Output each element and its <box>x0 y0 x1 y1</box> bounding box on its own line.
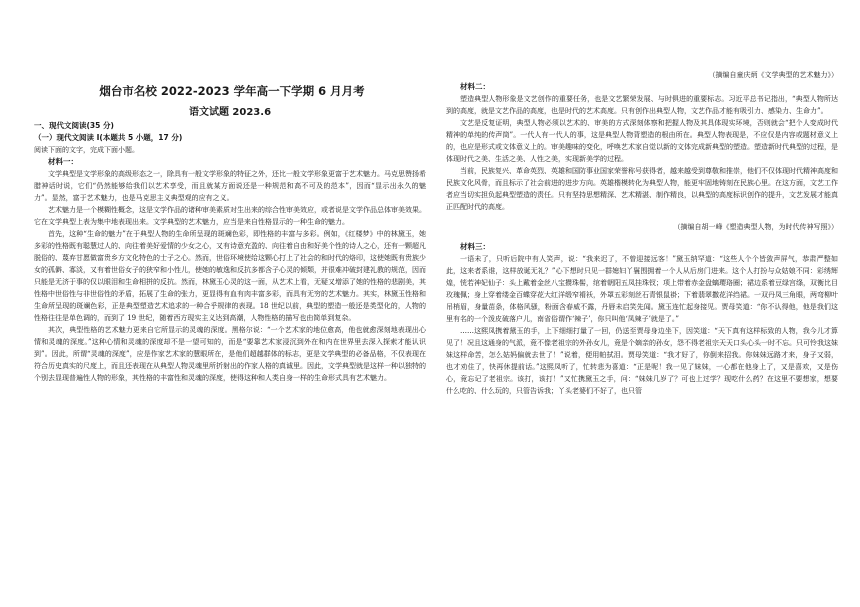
paragraph: 当前，民族复兴、革命英烈、英雄和国防事业国家荣誉称号获得者，越来越受到尊敬和推崇，他们不仅体现时代精神高度和民族文化风骨，而且标示了社会前进的进步方向。英雄楷模转化为典型人物，能更牢固地铸刻在民族心里。在这方面，文艺工作者应当切实担负起典型塑造的责任。只有坚持思想精深、艺术精湛、制作精良，以典型的高度标识创作的提升，文艺发展才能真正匹配时代的高度。 <box>446 167 838 211</box>
material-label: 材料二： <box>460 82 490 91</box>
instruction-text: 阅读下面的文字，完成下面小题。 <box>34 146 139 154</box>
material-label: 材料一： <box>48 157 78 166</box>
paragraph: 艺术魅力是一个模糊性概念，这是文学作品的诸种审美素质对生出来的综合性审美效应，或者说是文学作品总体审美效果。它在文学典型上表为集中地表现出来。文学典型的艺术魅力，应当是来自性格显示的一种生命的魅力。 <box>34 206 426 226</box>
paragraph: 一语未了，只听后院中有人笑声，说：“我来迟了，不曾迎接远客！”黛玉纳罕道：“这些人个个皆敛声屏气，恭肃严整如此，这来者系谁，这样放诞无礼？”心下想时只见一群媳妇丫鬟围拥着一个人从后房门进来。这个人打扮与众姑娘不同：彩绣辉煌，恍若神妃仙子：头上戴着金丝八宝攒珠髻，绾着朝阳五凤挂珠钗；项上带着赤金盘螭璎珞圈；裙边系着豆绿宫绦，双衡比目玫瑰佩；身上穿着缕金百蝶穿花大红洋缎窄褙袄，外罩五彩刻丝石青银鼠褂；下着翡翠撒花洋绉裙。一双丹凤三角眼，两弯柳叶吊梢眉，身量苗条，体格风骚，粉面含春威不露，丹唇未启笑先闻。黛玉连忙起身接见。贾母笑道：“你不认得他，他是我们这里有名的一个泼皮破落户儿，南省俗谓作‘辣子’，你只叫他‘凤辣子’就是了。” <box>446 255 838 323</box>
source-citation: （摘编自童庆炳《文学典型的艺术魅力》） <box>708 71 838 79</box>
paragraph: 塑造典型人物形象是文艺创作的重要任务，也是文艺繁荣发展、与时俱进的重要标志。习近平总书记指出，“典型人物所达到的高度，就是文艺作品的高度，也是时代的艺术高度。只有创作出典型人物，文艺作品才能有吸引力、感染力、生命力”。 <box>446 95 838 115</box>
section-heading: 一、现代文阅读(35 分) <box>34 121 114 130</box>
source-citation: （摘编自胡一峰《塑造典型人物，为时代传神写照》） <box>673 223 838 231</box>
paragraph: ……这熙凤携着黛玉的手，上下细细打量了一回，仍送至贾母身边坐下，因笑道：“天下真有这样标致的人物，我今儿才算见了！况且这通身的气派，竟不像老祖宗的外孙女儿，竟是个嫡亲的孙女，怨不得老祖宗天天口头心头一时不忘。只可怜我这妹妹这样命苦，怎么姑妈偏就去世了！”说着，便用帕拭泪。贾母笑道：“我才好了，你倒来招我。你妹妹远路才来，身子又弱，也才劝住了，快再休提前话。”这熙凤听了，忙转悲为喜道：“正是呢！我一见了妹妹，一心都在他身上了，又是喜欢，又是伤心，竟忘记了老祖宗。该打，该打！”又忙携黛玉之手，问：“妹妹几岁了？可也上过学？现吃什么药？在这里不要想家，想要什么吃的、什么玩的，只管告诉我；丫头老婆们不好了，也只管 <box>446 327 838 395</box>
subsection-heading: （一）现代文阅读 I(本题共 5 小题，17 分) <box>34 133 183 142</box>
material-label: 材料三： <box>460 242 490 251</box>
paragraph: 文学典型是文学形象的高级形态之一，除具有一般文学形象的特征之外，还比一般文学形象更富于艺术魅力。马克思赞扬希腊神话时说，它们“仍然能够给我们以艺术享受，而且就某方面说还是一种规范和高不可及的范本”，因而“显示出永久的魅力”。显然，富于艺术魅力，也是马克思主义典型观的应有之义。 <box>34 170 426 202</box>
paragraph: 其次，典型性格的艺术魅力更来自它所显示的灵魂的深度。黑格尔说：“一个艺术家的地位愈高，他也就愈深刻地表现出心情和灵魂的深度。”这种心情和灵魂的深度却不是一望可知的，而是“要靠艺术家浸沉到外在和内在世界里去深入探索才能认识到”。因此，所谓“灵魂的深度”，应是作家艺术家的慧眼所在，是他们超越群体的标志，更是文学典型的必备品格，不仅表现在符合历史真实的尺度上，而且还表现在从典型人物灵魂里所折射出的作家人格的真诚里。因此，文学典型就是这样一种以独特的个别去显现普遍性人物的形象，其性格的丰富性和灵魂的深度，使得这种和人类自身一样的生命形式具有艺术魅力。 <box>34 326 426 382</box>
page-subtitle: 语文试题 2023.6 <box>188 107 272 118</box>
paragraph: 首先，这种“生命的魅力”在于典型人物的生命所呈现的斑斓色彩，即性格的丰富与多彩。例如，《红楼梦》中的林黛玉，她多彩的性格既有聪慧过人的、向往着美好爱情的少女之心，又有诗意充盈的、向往着自由和好美个性的诗人之心，还有一颗超凡脱俗的、蔑弃甘愿做富贵乡方文化特色的士子之心。然而，世俗环境使给这颗心打上了社会的和时代的烙印，这使她既有贵族少女的孤僻、寡淡，又有着世俗女子的狭窄和小性儿，使她的敏逸和反抗多都含子心灵的倾颓，并很难冲破封建礼教的规范，因而只能是无济于事的仅以眼泪和生命相拼的反抗。然而，林黛玉心灵的这一面，从艺术上看，无疑又增添了她的性格的悲剧美，其性格中世俗性与非世俗性的矛盾，拓展了生命的张力，更显得有血有肉丰富多彩，而具有无穷的艺术魅力。其实，林黛玉性格和生命所呈现的斑斓色彩，正是典型塑造艺术追求的一种合乎规律的表现。18 世纪以前，典型的塑造一般还是类型化的，人物的性格往往是单色调的，而到了 19 世纪，随着西方现实主义达到高潮，人物性格的描写也由简单到复杂。 <box>34 230 426 322</box>
page-title: 烟台市名校 2022-2023 学年高一下学期 6 月月考 <box>99 84 365 98</box>
paragraph: 文艺是反复证明，典型人物必须以艺术的、审美的方式深刻体察和把握人物及其具体现实环境，否则就会“把个人变成时代精神的单纯的传声筒”。一代人有一代人的事，这是典型人物背塑造的根由所在。典型人物表现是，不应仅是内容或题材意义上的，也应是形式或文体意义上的。审美趣味的变化，呼唤艺术家自觉以新的文体完成新典型的塑造。塑造新时代典型的过程，是体现时代之美、生活之美、人性之美，实现新美学的过程。 <box>446 119 838 163</box>
